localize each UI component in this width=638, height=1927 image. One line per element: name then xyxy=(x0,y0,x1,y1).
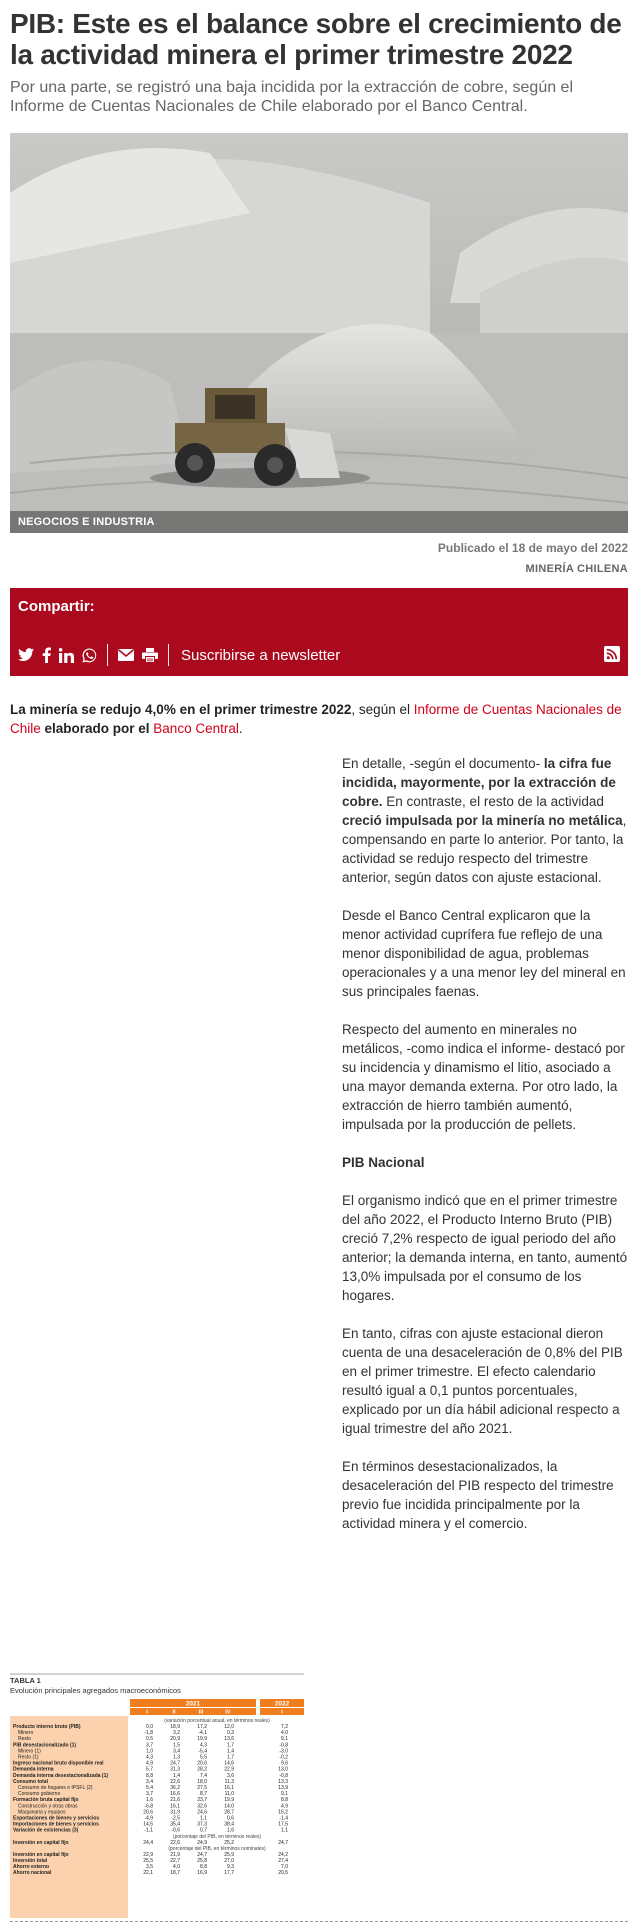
table-row-label: Ahorro externo xyxy=(13,1864,50,1871)
table-cell: 16,9 xyxy=(197,1870,207,1877)
table-row-label: Variación de existencias (3) xyxy=(13,1827,79,1834)
table-cell: 5,7 xyxy=(146,1766,153,1773)
lead-bold-2: elaborado por el xyxy=(40,721,154,736)
print-icon[interactable] xyxy=(142,645,158,665)
table-cell: 3,4 xyxy=(146,1778,153,1785)
table-cell: 25,9 xyxy=(224,1851,234,1858)
table-cell: 4,3 xyxy=(200,1742,207,1749)
table-cell: 13,6 xyxy=(224,1736,234,1743)
table-cell: 24,9 xyxy=(197,1839,207,1846)
table-cell: 9,6 xyxy=(281,1760,288,1767)
table-cell: -0,8 xyxy=(279,1742,288,1749)
table-cell: 16,6 xyxy=(170,1791,180,1798)
table-cell: 1,1 xyxy=(281,1827,288,1834)
body-paragraph-2: Desde el Banco Central explicaron que la menor actividad cuprífera fue reflejo de una menor disponibilidad de agua, problemas operacionales y a una menor ley del mineral en sus principales faenas. xyxy=(342,908,626,999)
table-cell: 1,0 xyxy=(146,1748,153,1755)
lead-text: , según el xyxy=(351,702,414,717)
table-cell: 3,4 xyxy=(173,1748,180,1755)
quarter-header: I xyxy=(281,1709,283,1716)
table-row-label: Ahorro nacional xyxy=(13,1870,52,1877)
table-cell: 19,9 xyxy=(224,1797,234,1804)
table-cell: 37,3 xyxy=(197,1821,207,1828)
table-cell: 22,6 xyxy=(170,1778,180,1785)
table-cell: 13,3 xyxy=(278,1778,288,1785)
table-cell: 18,0 xyxy=(197,1778,207,1785)
table-row-label: Demanda interna xyxy=(13,1766,54,1773)
table-cell: 13,9 xyxy=(278,1785,288,1791)
table-cell: 16,1 xyxy=(224,1785,234,1791)
table-cell: 7,2 xyxy=(281,1724,288,1730)
table-cell: 24,7 xyxy=(197,1851,207,1858)
table-cell: 24,2 xyxy=(278,1851,288,1858)
share-divider xyxy=(107,644,108,666)
table-cell: 0,5 xyxy=(146,1736,153,1743)
table-row-label: PIB desestacionalizado (1) xyxy=(13,1742,77,1749)
table-cell: 7,4 xyxy=(200,1772,207,1779)
lead-end: . xyxy=(238,721,243,736)
table-cell: 27,5 xyxy=(197,1785,207,1791)
table-caption: Evolución principales agregados macroeconómicos xyxy=(10,1686,181,1695)
table-cell: 25,8 xyxy=(197,1858,207,1864)
informe-link[interactable]: Informe de Cuentas Nacionales de Chile xyxy=(10,702,622,736)
table-cell: 17,2 xyxy=(197,1724,207,1730)
year-2021: 2021 xyxy=(185,1700,201,1708)
table-cell: 7,0 xyxy=(281,1864,288,1871)
body-paragraph-6: En términos desestacionalizados, la desaceleración del PIB respecto del trimestre previo fue incidida principalmente por la actividad minera y el comercio. xyxy=(342,1459,614,1531)
table-row-label: Formación bruta capital fijo xyxy=(13,1797,79,1804)
table-cell: 22,9 xyxy=(143,1851,153,1858)
article-lead xyxy=(10,700,630,738)
share-divider-2 xyxy=(168,644,169,666)
quarter-header: I xyxy=(146,1709,148,1716)
table-cell: 12,0 xyxy=(224,1724,234,1730)
table-cell: 22,6 xyxy=(170,1839,180,1846)
p1-bold-b: la cifra fue incidida, mayormente, por la extracción de cobre. xyxy=(342,756,616,809)
quarter-header: II xyxy=(172,1709,176,1716)
table-cell: 3,7 xyxy=(146,1791,153,1798)
category-tag[interactable]: NEGOCIOS E INDUSTRIA xyxy=(10,511,628,533)
table-cell: 22,9 xyxy=(224,1766,234,1773)
table-note: (variación porcentual anual, en términos reales) xyxy=(164,1718,270,1724)
table-row-label: Resto (1) xyxy=(18,1754,39,1761)
table-cell: 8,7 xyxy=(200,1791,207,1798)
table-cell: 1,6 xyxy=(227,1827,234,1834)
table-cell: 32,6 xyxy=(197,1803,207,1810)
table-cell: 20,6 xyxy=(197,1760,207,1767)
macro-table-image xyxy=(10,1672,304,1918)
table-cell: 22,1 xyxy=(143,1870,153,1877)
table-cell: 17,7 xyxy=(224,1870,234,1877)
table-cell: 1,6 xyxy=(146,1797,153,1804)
table-cell: 0,3 xyxy=(227,1730,234,1737)
table-cell: 16,1 xyxy=(170,1803,180,1810)
share-title: Compartir: xyxy=(18,598,95,615)
table-row-label: Exportaciones de bienes y servicios xyxy=(13,1815,100,1822)
table-row-label: Consumo total xyxy=(13,1778,48,1785)
table-row-label: Producto interno bruto (PIB) xyxy=(13,1724,81,1730)
table-cell: 13,0 xyxy=(278,1766,288,1773)
table-cell: 24,7 xyxy=(278,1839,288,1846)
table-cell: 24,4 xyxy=(143,1839,153,1846)
table-cell: 17,5 xyxy=(278,1821,288,1828)
table-cell: 28,7 xyxy=(224,1809,234,1816)
share-bar xyxy=(10,588,628,676)
table-row-label: Importaciones de bienes y servicios xyxy=(13,1821,99,1828)
table-cell: 1,1 xyxy=(200,1815,207,1822)
table-cell: 14,5 xyxy=(143,1821,153,1828)
header-quarters-1 xyxy=(130,1708,256,1715)
table-cell: -3,0 xyxy=(279,1748,288,1755)
table-cell: 4,9 xyxy=(281,1803,288,1810)
table-cell: 20,5 xyxy=(278,1870,288,1877)
article-title: PIB: Este es el balance sobre el crecimiento de la actividad minera el primer trimestre 2022 xyxy=(10,8,622,70)
published-date: Publicado el 18 de mayo del 2022 xyxy=(437,541,628,555)
table-cell: -1,1 xyxy=(144,1827,153,1834)
linkedin-icon[interactable] xyxy=(59,645,74,665)
table-cell: -0,2 xyxy=(279,1754,288,1761)
table-cell: 0,0 xyxy=(146,1724,153,1730)
table-cell: 21,9 xyxy=(170,1851,180,1858)
table-cell: 14,6 xyxy=(224,1760,234,1767)
table-cell: -4,1 xyxy=(198,1730,207,1737)
table-cell: 15,2 xyxy=(278,1809,288,1816)
table-row-label: Minero xyxy=(18,1730,34,1737)
facebook-icon[interactable] xyxy=(42,645,51,665)
table-cell: 9,1 xyxy=(281,1736,288,1743)
email-icon[interactable] xyxy=(118,645,134,665)
table-cell: 20,6 xyxy=(143,1809,153,1816)
table-cell: 3,7 xyxy=(146,1742,153,1749)
article-body xyxy=(342,754,630,1552)
article-source: MINERÍA CHILENA xyxy=(525,563,628,575)
newsletter-link[interactable]: Suscribirse a newsletter xyxy=(181,646,341,664)
table-cell: 21,6 xyxy=(170,1797,180,1804)
table-cell: -6,8 xyxy=(144,1803,153,1810)
table-row-label: Inversión en capital fijo xyxy=(13,1851,69,1858)
table-cell: 18,9 xyxy=(170,1724,180,1730)
table-cell: -4,9 xyxy=(144,1815,153,1822)
table-cell: 1,3 xyxy=(173,1754,180,1761)
table-cell: 3,2 xyxy=(173,1730,180,1737)
table-row-label: Resto xyxy=(18,1736,32,1743)
table-cell: 9,3 xyxy=(227,1864,234,1871)
table-note: (porcentaje del PIB, en términos nominales) xyxy=(168,1845,266,1852)
table-cell: 27,0 xyxy=(224,1858,234,1864)
table-cell: 23,7 xyxy=(197,1797,207,1804)
table-cell: 5,5 xyxy=(200,1754,207,1761)
table-cell: 1,4 xyxy=(227,1748,234,1755)
table-cell: 25,5 xyxy=(143,1858,153,1864)
table-cell: -5,4 xyxy=(198,1748,207,1755)
body-paragraph-5: En tanto, cifras con ajuste estacional dieron cuenta de una desaceleración de 0,8% del PIB en el primer trimestre. El efecto calendario resultó igual a 0,1 puntos porcentuales, explicado por un día hábil adicional respecto a igual trimestre del año 2021. xyxy=(342,1326,623,1436)
table-cell: 9,1 xyxy=(281,1791,288,1798)
table-cell: 0,7 xyxy=(200,1827,207,1834)
table-cell: 4,0 xyxy=(281,1730,288,1737)
table-cell: 1,5 xyxy=(173,1742,180,1749)
table-cell: -1,8 xyxy=(144,1730,153,1737)
table-cell: 0,6 xyxy=(227,1815,234,1822)
table-cell: 18,7 xyxy=(170,1870,180,1877)
mining-loader-photo xyxy=(10,133,628,533)
table-cell: 27,4 xyxy=(278,1858,288,1864)
year-2022: 2022 xyxy=(274,1700,290,1708)
whatsapp-icon[interactable] xyxy=(82,645,97,665)
table-note: (porcentaje del PIB, en términos reales) xyxy=(172,1833,262,1840)
twitter-icon[interactable] xyxy=(18,645,34,665)
table-cell: 22,7 xyxy=(170,1858,180,1864)
table-cell: 8,8 xyxy=(200,1864,207,1871)
bottom-divider xyxy=(10,1921,628,1922)
table-row-label: Maquinaria y equipos xyxy=(18,1809,66,1816)
table-cell: 35,4 xyxy=(170,1821,180,1828)
table-cell: 24,7 xyxy=(170,1760,180,1767)
table-cell: 19,9 xyxy=(197,1736,207,1743)
table-row-label: Construcción y otras obras xyxy=(18,1803,78,1810)
table-cell: 5,4 xyxy=(146,1785,153,1791)
table-cell: -0,6 xyxy=(171,1827,180,1834)
macro-table xyxy=(10,1672,304,1918)
table-cell: 11,0 xyxy=(224,1791,234,1798)
table-cell: 8,8 xyxy=(281,1797,288,1804)
table-cell: 1,4 xyxy=(173,1772,180,1779)
table-cell: 28,2 xyxy=(197,1766,207,1773)
quarter-header: III xyxy=(198,1709,204,1716)
table-cell: 31,3 xyxy=(170,1766,180,1773)
table-row-label: Inversión en capital fijo xyxy=(13,1839,69,1846)
banco-central-link[interactable]: Banco Central xyxy=(153,721,239,736)
table-row-label: Demanda interna desestacionalizada (1) xyxy=(13,1772,109,1779)
table-cell: 25,2 xyxy=(224,1839,234,1846)
p1-text-c: En contraste, el resto de la actividad xyxy=(382,794,604,809)
table-row-label: Consumo gobierno xyxy=(18,1791,61,1798)
table-cell: 4,9 xyxy=(146,1760,153,1767)
table-cell: -0,8 xyxy=(279,1772,288,1779)
table-cell: 4,0 xyxy=(173,1864,180,1871)
p1-text-a: En detalle, -según el documento- xyxy=(342,756,544,771)
table-cell: 11,3 xyxy=(224,1778,234,1785)
table-cell: 3,5 xyxy=(146,1864,153,1871)
table-row-label: Inversión total xyxy=(13,1858,48,1864)
table-row-label: Minero (1) xyxy=(18,1748,41,1755)
share-actions xyxy=(18,643,340,667)
quarter-header: IV xyxy=(225,1709,231,1716)
table-row-label: Ingreso nacional bruto disponible real xyxy=(13,1760,104,1767)
article-subtitle: Por una parte, se registró una baja incidida por la extracción de cobre, según el Informe de Cuentas Nacionales de Chile elaborado por el Banco Central. xyxy=(10,79,574,115)
table-cell: -2,5 xyxy=(171,1815,180,1822)
lead-bold: La minería se redujo 4,0% en el primer trimestre 2022 xyxy=(10,702,352,717)
table-label: TABLA 1 xyxy=(10,1676,41,1685)
section-heading-pib: PIB Nacional xyxy=(342,1155,425,1170)
p1-bold-d: creció impulsada por la minería no metálica xyxy=(342,813,623,828)
table-cell: 24,6 xyxy=(197,1809,207,1816)
table-cell: 38,4 xyxy=(224,1821,234,1828)
table-cell: 4,3 xyxy=(146,1754,153,1761)
table-cell: 31,9 xyxy=(170,1809,180,1816)
p1-text-e: , compensando en parte lo anterior. Por tanto, la actividad se redujo respecto del trimestre anterior, según datos con ajuste estacional. xyxy=(342,813,627,885)
table-cell: 8,8 xyxy=(146,1772,153,1779)
table-cell: -1,4 xyxy=(279,1815,288,1822)
hero-image xyxy=(10,133,628,533)
table-cell: 3,6 xyxy=(227,1772,234,1779)
table-cell: 1,7 xyxy=(227,1742,234,1749)
table-row-label: Consumo de hogares e IPSFL (2) xyxy=(18,1785,93,1791)
table-cell: 20,9 xyxy=(170,1736,180,1743)
body-paragraph-3: Respecto del aumento en minerales no metálicos, -como indica el informe- destacó por su incidencia y dinamismo el litio, asociado a una mayor demanda externa. Por otro lado, la extracción de hierro también aumentó, impulsada por la producción de pellets. xyxy=(342,1022,625,1132)
body-paragraph-4: El organismo indicó que en el primer trimestre del año 2022, el Producto Interno Bruto (PIB) creció 7,2% respecto de igual periodo del año anterior; la demanda interna, en tanto, aumentó 13,0% impulsada por el consumo de los hogares. xyxy=(342,1193,628,1303)
table-cell: 1,7 xyxy=(227,1754,234,1761)
table-cell: 36,2 xyxy=(170,1785,180,1791)
table-cell: 14,0 xyxy=(224,1803,234,1810)
body-paragraph-1 xyxy=(342,754,630,887)
rss-icon[interactable] xyxy=(604,646,620,667)
